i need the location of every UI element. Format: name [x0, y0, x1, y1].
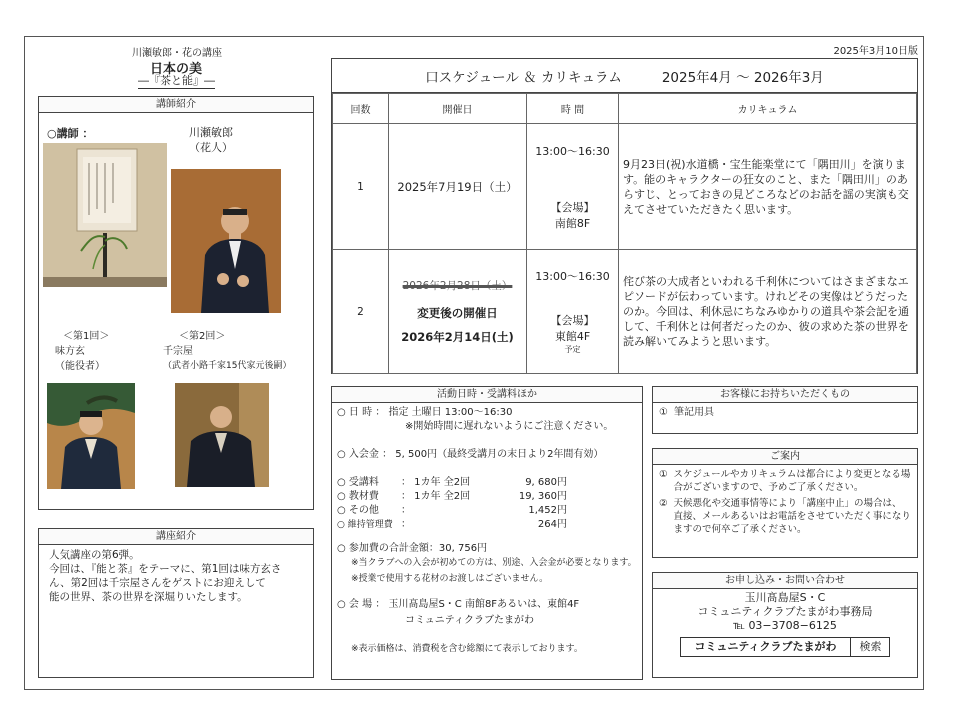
fee-amount: 9, 680円 — [525, 477, 567, 488]
row-2-curriculum: 侘び茶の大成者といわれる千利休についてはさまざまなエピソードが伝わっています。けれどその実像はどうだったのか。今回は、利休忌にちなみゆかりの道具や茶会記を通して、千利休とは何者だったのか、彼の求めた茶の世界を読み解いてみようと思います。 — [619, 250, 917, 374]
list-item — [659, 497, 911, 536]
intro-line: ん、第2回は千宗屋さんをゲストにお迎えして — [49, 577, 266, 589]
row-1-venue-label: 【会場】 — [550, 200, 595, 214]
header-time: 時 間 — [527, 94, 619, 124]
contact-box — [652, 572, 918, 678]
activity-venue-2: コミュニティクラブたまがわ — [405, 615, 534, 626]
search-term: コミュニティクラブたまがわ — [680, 637, 852, 657]
row-2-changed-label: 変更後の開催日 — [417, 306, 498, 320]
search-box — [653, 637, 917, 657]
activity-body — [332, 403, 642, 659]
activity-note: ※授業で使用する花材のお渡しはございません。 — [351, 574, 549, 584]
main-title: 日本の美 — [150, 62, 203, 77]
activity-datetime — [337, 406, 637, 420]
guest-1-session: ＜第1回＞ — [63, 331, 110, 342]
contact-line1: 玉川髙島屋S・C — [744, 591, 826, 604]
instructor-photo — [171, 169, 281, 313]
table-row — [337, 518, 637, 532]
admission-fee: ○ 入会金 ： 5, 500円（最終受講月の末日より2年間有効） — [337, 449, 604, 460]
list-item — [659, 406, 911, 419]
instructor-name-block — [189, 125, 233, 155]
guide-num: ② — [659, 498, 668, 509]
fee-detail: ： 1カ年 全2回 — [401, 477, 471, 488]
intro-line: 能の世界、茶の世界を深堀りいたします。 — [49, 591, 248, 603]
bring-num: ① — [659, 407, 668, 418]
header-no: 回数 — [333, 94, 389, 124]
fee-amount: 19, 360円 — [518, 491, 567, 502]
guest-1-info — [55, 329, 109, 374]
contact-title: お申し込み・お問い合わせ — [653, 573, 917, 589]
instructor-box — [38, 96, 314, 510]
activity-venue: ○ 会 場 ： 玉川髙島屋S・C 南館8Fあるいは、東館4F — [337, 599, 580, 610]
fee-detail: ： — [401, 505, 411, 516]
contact-tel: ℡ 03−3708−6125 — [733, 619, 837, 632]
row-2-old-date: 2026年2月28日（土） — [402, 280, 513, 292]
guest-1-role: （能役者） — [55, 361, 105, 372]
row-1-venue: 南館8F — [554, 216, 591, 230]
guest-2-name: 千宗屋 — [163, 346, 193, 357]
instructor-role: （花人） — [189, 141, 233, 154]
course-intro-box — [38, 528, 314, 678]
guest-2-session: ＜第2回＞ — [179, 331, 226, 342]
table-row — [337, 490, 637, 504]
course-intro-text — [39, 545, 313, 607]
version-date: 2025年3月10日版 — [833, 46, 918, 57]
intro-line: 今回は、『能と茶』をテーマに、第1回は味方玄さ — [49, 563, 282, 575]
row-2-venue-note: 予定 — [564, 345, 581, 354]
fee-label: ○ その他 — [337, 505, 379, 516]
guest-2-role: （武者小路千家15代家元後嗣） — [163, 361, 292, 371]
table-row — [333, 250, 917, 374]
intro-line: 人気講座の第6弾。 — [49, 549, 140, 561]
row-2-new-date: 2026年2月14日(土) — [401, 330, 514, 344]
bring-text: 筆記用具 — [673, 407, 714, 418]
guide-title: ご案内 — [653, 449, 917, 465]
guide-num: ① — [659, 469, 668, 480]
sub-title: ―『茶と能』― — [138, 74, 215, 87]
instructor-label: ○講師 ： — [47, 127, 94, 140]
guide-body — [653, 465, 917, 542]
table-row — [333, 124, 917, 250]
fee-label: ○ 維持管理費 — [337, 520, 393, 530]
guest-2-info — [163, 329, 291, 374]
guide-text: 天候悪化や交通事情等により「講座中止」の場合は、直接、メールあるいはお電話をさせていただく事になりますので何卒ご了承ください。 — [673, 498, 911, 535]
activity-title: 活動日時・受講料ほか — [332, 387, 642, 403]
fee-amount: 1,452円 — [528, 505, 567, 516]
fee-table — [337, 476, 637, 532]
list-item — [659, 468, 911, 494]
schedule-header-row — [333, 94, 917, 124]
schedule-table — [332, 93, 917, 374]
row-2-time: 13:00〜16:30 — [535, 270, 610, 283]
schedule-box — [331, 58, 918, 374]
row-1-time: 13:00〜16:30 — [535, 144, 610, 158]
guest-1-name: 味方玄 — [55, 346, 85, 357]
row-2-time-cell — [527, 250, 619, 374]
lecture-series: 川瀬敏郎・花の講座 — [132, 48, 222, 59]
instructor-box-title: 講師紹介 — [39, 97, 313, 113]
table-row — [337, 504, 637, 518]
bring-title: お客様にお持ちいただくもの — [653, 387, 917, 403]
tax-note: ※表示価格は、消費税を含む総額にて表示しております。 — [351, 644, 583, 654]
schedule-title-right: 2025年4月 〜 2026年3月 — [661, 69, 824, 86]
row-2-venue-label: 【会場】 — [550, 314, 595, 327]
datetime-note: ※開始時間に遅れないようにご注意ください。 — [405, 421, 614, 432]
ikebana-photo — [43, 143, 167, 287]
fee-detail: ： 1カ年 全2回 — [401, 491, 471, 502]
fee-detail: ： — [401, 519, 411, 530]
table-row — [337, 476, 637, 490]
guide-text: スケジュールやカリキュラムは都合により変更となる場合がございますので、予めご了承ください。 — [673, 469, 911, 493]
header-curriculum: カリキュラム — [619, 94, 917, 124]
contact-body — [653, 589, 917, 657]
contact-line2: コミュニティクラブたまがわ事務局 — [697, 605, 873, 618]
row-1-time-cell — [527, 124, 619, 250]
datetime-label: ○ 日 時 ： — [337, 407, 386, 418]
header-date: 開催日 — [389, 94, 527, 124]
search-button: 検索 — [851, 637, 890, 657]
guest-1-photo — [47, 383, 135, 489]
activity-note: ※当クラブへの入会が初めての方は、別途、入会金が必要となります。 — [351, 558, 637, 568]
bring-box — [652, 386, 918, 434]
fee-total: ○ 参加費の合計金額：30, 756円 — [337, 543, 488, 554]
row-1-no: 1 — [333, 124, 389, 250]
datetime-value: 指定 土曜日 13:00〜16:30 — [388, 407, 513, 418]
schedule-title-left: 口スケジュール ＆ カリキュラム — [425, 69, 622, 86]
bring-body — [653, 403, 917, 425]
fee-label: ○ 教材費 — [337, 491, 379, 502]
schedule-title — [332, 59, 917, 93]
course-intro-title: 講座紹介 — [39, 529, 313, 545]
fee-amount: 264円 — [537, 519, 567, 530]
row-2-date-cell — [389, 250, 527, 374]
guide-box — [652, 448, 918, 558]
row-1-curriculum: 9月23日(祝)水道橋・宝生能楽堂にて「隅田川」を演ります。能のキャラクターの狂女のこと、また「隅田川」のあらすじ、とっておきの見どころなどのお話を謡の実演も交えてさせていただきたく思います。 — [619, 124, 917, 250]
activity-box — [331, 386, 643, 680]
instructor-name: 川瀬敏郎 — [189, 126, 233, 139]
row-2-venue: 東館4F — [554, 330, 591, 343]
row-1-date: 2025年7月19日（土） — [389, 124, 527, 250]
row-2-no: 2 — [333, 250, 389, 374]
guest-2-photo — [175, 383, 269, 487]
fee-label: ○ 受講料 — [337, 477, 379, 488]
